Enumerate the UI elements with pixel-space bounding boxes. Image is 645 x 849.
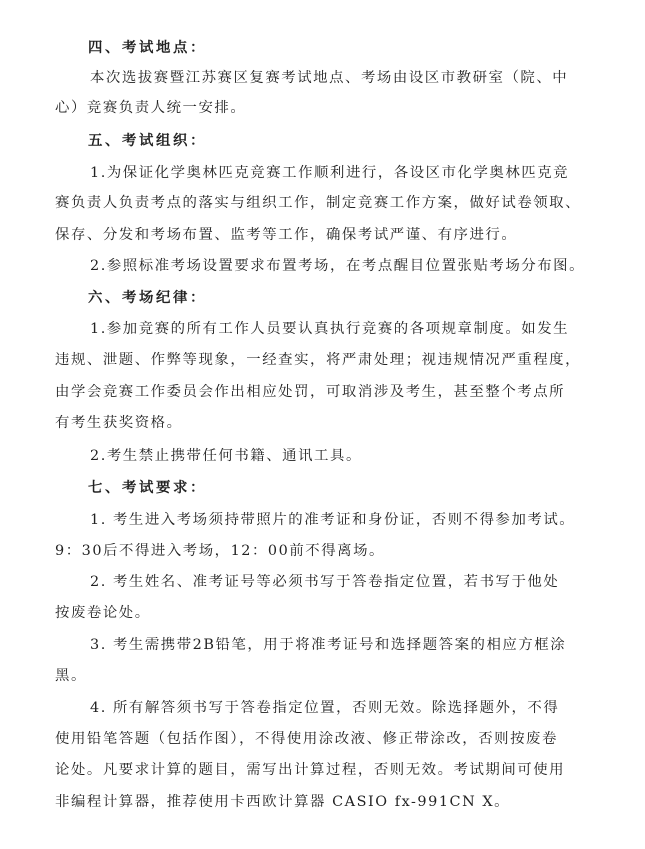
section-heading-exam-discipline: 六、考场纪律： — [88, 290, 207, 306]
paragraph-line: 使用铅笔答题（包括作图），不得使用涂改液、修正带涂改，否则按废卷 — [55, 731, 558, 747]
paragraph-line: 4. 所有解答须书写于答卷指定位置，否则无效。除选择题外，不得 — [90, 700, 560, 716]
paragraph-line: 1. 考生进入考场须持带照片的准考证和身份证，否则不得参加考试。 — [90, 512, 576, 528]
paragraph-line: 本次选拔赛暨江苏赛区复赛考试地点、考场由设区市教研室（院、中 — [90, 70, 569, 86]
paragraph-line: 1.为保证化学奥林匹克竞赛工作顺利进行，各设区市化学奥林匹克竞 — [90, 165, 570, 181]
section-heading-exam-location: 四、考试地点： — [88, 40, 207, 56]
paragraph-line: 论处。凡要求计算的题目，需写出计算过程，否则无效。考试期间可使用 — [55, 762, 566, 778]
paragraph-line: 非编程计算器，推荐使用卡西欧计算器 CASIO fx-991CN X。 — [55, 794, 511, 810]
paragraph-line: 2. 考生姓名、准考证号等必须书写于答卷指定位置，若书写于他处 — [90, 574, 560, 590]
paragraph-line: 赛负责人负责考点的落实与组织工作，制定竞赛工作方案，做好试卷领取、 — [55, 195, 582, 211]
paragraph-line: 由学会竞赛工作委员会作出相应处罚，可取消涉及考生，甚至整个考点所 — [55, 384, 566, 400]
section-heading-exam-requirements: 七、考试要求： — [88, 480, 207, 496]
paragraph-line: 心）竞赛负责人统一安排。 — [55, 100, 247, 116]
section-heading-exam-organization: 五、考试组织： — [88, 133, 207, 149]
paragraph-line: 黑。 — [55, 668, 87, 684]
paragraph-line: 2.考生禁止携带任何书籍、通讯工具。 — [90, 448, 362, 464]
paragraph-line: 保存、分发和考场布置、监考等工作，确保考试严谨、有序进行。 — [55, 227, 518, 243]
paragraph-line: 1.参加竞赛的所有工作人员要认真执行竞赛的各项规章制度。如发生 — [90, 321, 570, 337]
paragraph-line: 9：30后不得进入考场，12：00前不得离场。 — [55, 543, 385, 559]
paragraph-line: 违规、泄题、作弊等现象，一经查实，将严肃处理；视违规情况严重程度， — [55, 352, 582, 368]
paragraph-line: 2.参照标准考场设置要求布置考场，在考点醒目位置张贴考场分布图。 — [90, 258, 586, 274]
paragraph-line: 有考生获奖资格。 — [55, 415, 183, 431]
paragraph-line: 按废卷论处。 — [55, 605, 151, 621]
paragraph-line: 3. 考生需携带2B铅笔，用于将准考证号和选择题答案的相应方框涂 — [90, 637, 567, 653]
